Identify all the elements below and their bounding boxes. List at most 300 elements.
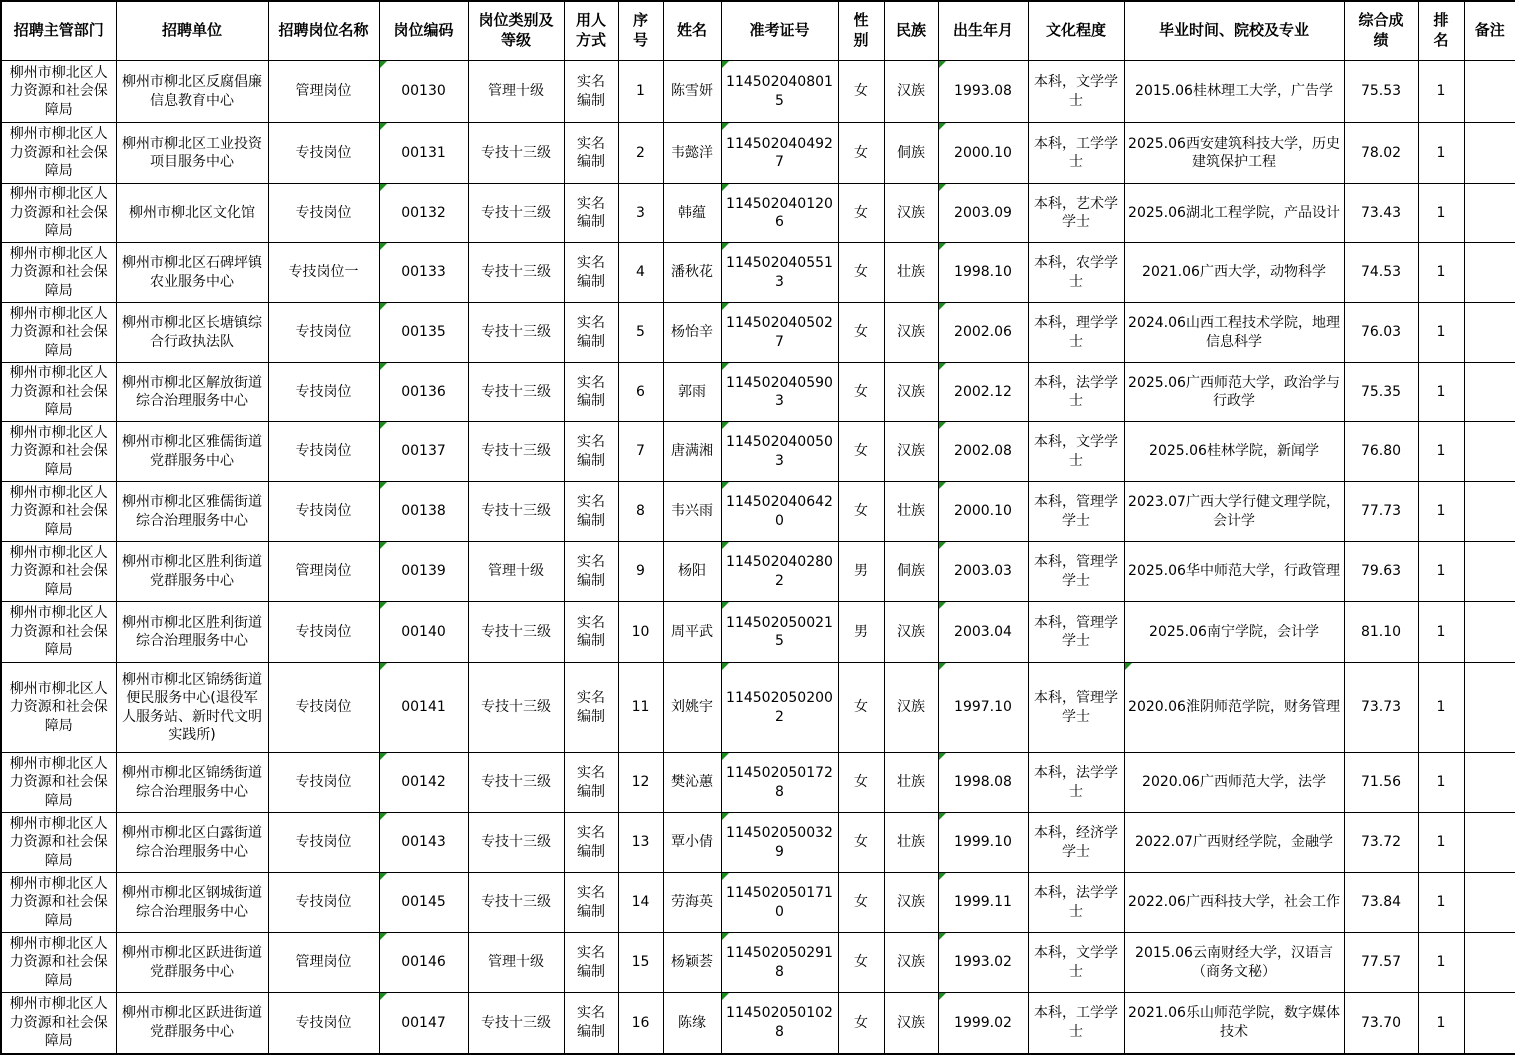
cell-text: 实名编制 bbox=[577, 554, 605, 589]
cell-text: 2025.06南宁学院，会计学 bbox=[1149, 623, 1319, 640]
cell-text: 女 bbox=[854, 383, 868, 400]
cell-dept bbox=[1, 663, 116, 753]
cell-education bbox=[1028, 663, 1124, 753]
table-row bbox=[1, 123, 1515, 184]
excel-flag-icon bbox=[722, 602, 729, 609]
cell-position-name bbox=[268, 422, 379, 482]
cell-ethnicity bbox=[884, 873, 938, 933]
excel-flag-icon bbox=[939, 123, 946, 130]
cell-remark bbox=[1464, 422, 1515, 482]
cell-text: 专技十三级 bbox=[481, 699, 551, 716]
excel-flag-icon bbox=[939, 753, 946, 760]
cell-position-name bbox=[268, 243, 379, 303]
cell-text: 13 bbox=[631, 834, 650, 851]
cell-text: 专技十三级 bbox=[481, 1014, 551, 1031]
cell-gender bbox=[838, 243, 884, 303]
cell-text: 本科，工学学士 bbox=[1034, 1005, 1118, 1040]
column-header-rank: 排名 bbox=[1418, 1, 1464, 61]
cell-rank bbox=[1418, 663, 1464, 753]
cell-position-code bbox=[379, 813, 468, 873]
cell-position-code bbox=[379, 602, 468, 663]
table-row bbox=[1, 303, 1515, 363]
cell-education bbox=[1028, 243, 1124, 303]
cell-graduation bbox=[1124, 663, 1344, 753]
excel-flag-icon bbox=[939, 363, 946, 370]
cell-text: 76.03 bbox=[1360, 324, 1402, 341]
cell-position-name bbox=[268, 363, 379, 422]
table-row bbox=[1, 993, 1515, 1054]
cell-text: 柳州市柳北区钢城街道综合治理服务中心 bbox=[122, 885, 262, 920]
cell-text: 柳州市柳北区人力资源和社会保障局 bbox=[9, 935, 108, 989]
cell-seq bbox=[618, 422, 663, 482]
cell-graduation bbox=[1124, 753, 1344, 813]
excel-flag-icon bbox=[380, 933, 387, 940]
cell-ethnicity bbox=[884, 933, 938, 993]
cell-position-code bbox=[379, 933, 468, 993]
cell-text: 1 bbox=[1436, 623, 1446, 640]
cell-text: 柳州市柳北区人力资源和社会保障局 bbox=[9, 126, 108, 180]
excel-flag-icon bbox=[722, 184, 729, 191]
cell-text: 汉族 bbox=[897, 623, 925, 640]
cell-education bbox=[1028, 482, 1124, 542]
cell-text: 专技十三级 bbox=[481, 383, 551, 400]
excel-flag-icon bbox=[722, 542, 729, 549]
cell-text: 1 bbox=[1436, 443, 1446, 460]
cell-remark bbox=[1464, 873, 1515, 933]
cell-remark bbox=[1464, 123, 1515, 184]
cell-text: 1993.02 bbox=[954, 954, 1012, 971]
cell-graduation bbox=[1124, 482, 1344, 542]
cell-text: 杨阳 bbox=[678, 563, 706, 580]
cell-text: 柳州市柳北区人力资源和社会保障局 bbox=[9, 996, 108, 1049]
cell-remark bbox=[1464, 61, 1515, 123]
cell-unit bbox=[116, 813, 268, 873]
cell-score bbox=[1344, 243, 1418, 303]
column-header-position-name: 招聘岗位名称 bbox=[268, 1, 379, 61]
cell-exam-no bbox=[721, 61, 838, 123]
cell-unit bbox=[116, 422, 268, 482]
cell-gender bbox=[838, 123, 884, 184]
column-header-gender: 性别 bbox=[838, 1, 884, 61]
cell-text: 1 bbox=[1436, 563, 1446, 580]
cell-text: 柳州市柳北区人力资源和社会保障局 bbox=[9, 424, 108, 478]
excel-flag-icon bbox=[380, 243, 387, 250]
cell-ethnicity bbox=[884, 602, 938, 663]
cell-text: 女 bbox=[854, 774, 868, 791]
cell-position-name bbox=[268, 873, 379, 933]
cell-text: 9 bbox=[636, 563, 645, 580]
column-header-unit: 招聘单位 bbox=[116, 1, 268, 61]
cell-seq bbox=[618, 123, 663, 184]
cell-gender bbox=[838, 813, 884, 873]
cell-text: 韩蕴 bbox=[678, 204, 706, 221]
excel-flag-icon bbox=[722, 753, 729, 760]
cell-text: 女 bbox=[854, 699, 868, 716]
cell-score bbox=[1344, 61, 1418, 123]
cell-text: 柳州市柳北区人力资源和社会保障局 bbox=[9, 484, 108, 538]
cell-birth bbox=[938, 753, 1028, 813]
cell-text: 专技岗位一 bbox=[288, 264, 359, 281]
cell-score bbox=[1344, 482, 1418, 542]
excel-flag-icon bbox=[722, 813, 729, 820]
cell-text: 实名编制 bbox=[577, 135, 605, 170]
cell-text: 专技十三级 bbox=[481, 774, 551, 791]
cell-text: 实名编制 bbox=[577, 74, 605, 109]
cell-category-grade bbox=[468, 813, 564, 873]
cell-birth bbox=[938, 663, 1028, 753]
cell-dept bbox=[1, 363, 116, 422]
cell-text: 女 bbox=[854, 834, 868, 851]
cell-text: 1999.11 bbox=[954, 894, 1012, 911]
cell-employment-type bbox=[564, 873, 618, 933]
cell-gender bbox=[838, 61, 884, 123]
cell-position-name bbox=[268, 933, 379, 993]
excel-flag-icon bbox=[939, 993, 946, 1000]
cell-education bbox=[1028, 422, 1124, 482]
cell-text: 74.53 bbox=[1360, 264, 1402, 281]
cell-text: 专技岗位 bbox=[295, 383, 352, 400]
cell-text: 3 bbox=[636, 204, 645, 221]
cell-text: 壮族 bbox=[897, 774, 925, 791]
cell-employment-type bbox=[564, 422, 618, 482]
cell-name bbox=[663, 363, 721, 422]
cell-employment-type bbox=[564, 753, 618, 813]
cell-text: 5 bbox=[636, 324, 645, 341]
cell-ethnicity bbox=[884, 184, 938, 243]
cell-text: 实名编制 bbox=[577, 195, 605, 230]
excel-flag-icon bbox=[380, 873, 387, 880]
cell-unit bbox=[116, 993, 268, 1054]
cell-text: 专技十三级 bbox=[481, 324, 551, 341]
table-row bbox=[1, 422, 1515, 482]
cell-text: 女 bbox=[854, 894, 868, 911]
cell-seq bbox=[618, 663, 663, 753]
excel-flag-icon bbox=[380, 602, 387, 609]
excel-flag-icon bbox=[939, 663, 946, 670]
cell-text: 2000.10 bbox=[954, 503, 1012, 520]
cell-text: 潘秋花 bbox=[671, 264, 713, 281]
cell-dept bbox=[1, 61, 116, 123]
excel-flag-icon bbox=[939, 61, 946, 68]
cell-education bbox=[1028, 303, 1124, 363]
cell-name bbox=[663, 61, 721, 123]
cell-ethnicity bbox=[884, 482, 938, 542]
cell-text: 韦懿洋 bbox=[671, 144, 713, 161]
cell-text: 1145020405903 bbox=[726, 374, 833, 409]
cell-text: 1145020501728 bbox=[726, 765, 833, 800]
cell-ethnicity bbox=[884, 993, 938, 1054]
cell-rank bbox=[1418, 542, 1464, 602]
cell-birth bbox=[938, 482, 1028, 542]
cell-category-grade bbox=[468, 933, 564, 993]
cell-seq bbox=[618, 61, 663, 123]
column-header-dept: 招聘主管部门 bbox=[1, 1, 116, 61]
cell-remark bbox=[1464, 602, 1515, 663]
excel-flag-icon bbox=[722, 873, 729, 880]
cell-exam-no bbox=[721, 602, 838, 663]
cell-category-grade bbox=[468, 993, 564, 1054]
cell-text: 柳州市柳北区人力资源和社会保障局 bbox=[9, 815, 108, 869]
cell-rank bbox=[1418, 753, 1464, 813]
cell-text: 实名编制 bbox=[577, 315, 605, 350]
cell-text: 本科，文学学士 bbox=[1034, 74, 1118, 109]
cell-position-name bbox=[268, 602, 379, 663]
cell-position-code bbox=[379, 482, 468, 542]
cell-gender bbox=[838, 422, 884, 482]
column-header-birth: 出生年月 bbox=[938, 1, 1028, 61]
cell-text: 柳州市柳北区人力资源和社会保障局 bbox=[9, 186, 108, 240]
cell-text: 壮族 bbox=[897, 264, 925, 281]
cell-text: 侗族 bbox=[897, 144, 925, 161]
cell-gender bbox=[838, 663, 884, 753]
cell-text: 2023.07广西大学行健文理学院，会计学 bbox=[1128, 494, 1340, 529]
cell-text: 实名编制 bbox=[577, 434, 605, 469]
cell-unit bbox=[116, 542, 268, 602]
cell-text: 1145020501710 bbox=[726, 885, 833, 920]
cell-text: 实名编制 bbox=[577, 825, 605, 860]
cell-ethnicity bbox=[884, 422, 938, 482]
cell-text: 2003.09 bbox=[954, 204, 1012, 221]
cell-ethnicity bbox=[884, 61, 938, 123]
cell-text: 专技十三级 bbox=[481, 894, 551, 911]
cell-category-grade bbox=[468, 602, 564, 663]
cell-rank bbox=[1418, 61, 1464, 123]
cell-dept bbox=[1, 873, 116, 933]
cell-text: 柳州市柳北区胜利街道综合治理服务中心 bbox=[122, 614, 262, 649]
cell-score bbox=[1344, 303, 1418, 363]
cell-text: 柳州市柳北区人力资源和社会保障局 bbox=[9, 605, 108, 659]
cell-category-grade bbox=[468, 663, 564, 753]
cell-text: 00141 bbox=[401, 699, 446, 716]
excel-flag-icon bbox=[722, 123, 729, 130]
cell-education bbox=[1028, 363, 1124, 422]
cell-text: 78.02 bbox=[1360, 144, 1402, 161]
cell-gender bbox=[838, 363, 884, 422]
cell-rank bbox=[1418, 184, 1464, 243]
cell-education bbox=[1028, 993, 1124, 1054]
cell-text: 1145020401206 bbox=[726, 195, 833, 230]
excel-flag-icon bbox=[722, 243, 729, 250]
cell-remark bbox=[1464, 482, 1515, 542]
cell-category-grade bbox=[468, 123, 564, 184]
cell-text: 专技岗位 bbox=[295, 774, 352, 791]
cell-text: 柳州市柳北区人力资源和社会保障局 bbox=[9, 875, 108, 929]
table-row bbox=[1, 61, 1515, 123]
cell-employment-type bbox=[564, 933, 618, 993]
cell-unit bbox=[116, 61, 268, 123]
cell-text: 女 bbox=[854, 324, 868, 341]
excel-flag-icon bbox=[939, 482, 946, 489]
cell-employment-type bbox=[564, 184, 618, 243]
cell-score bbox=[1344, 933, 1418, 993]
cell-position-code bbox=[379, 61, 468, 123]
cell-name bbox=[663, 542, 721, 602]
cell-text: 73.72 bbox=[1360, 834, 1402, 851]
cell-position-code bbox=[379, 422, 468, 482]
cell-remark bbox=[1464, 363, 1515, 422]
cell-text: 女 bbox=[854, 264, 868, 281]
cell-text: 73.70 bbox=[1360, 1014, 1402, 1031]
cell-text: 柳州市柳北区雅儒街道综合治理服务中心 bbox=[122, 494, 262, 529]
cell-text: 柳州市柳北区人力资源和社会保障局 bbox=[9, 305, 108, 359]
cell-text: 1997.10 bbox=[954, 699, 1012, 716]
cell-text: 1999.02 bbox=[954, 1014, 1012, 1031]
cell-birth bbox=[938, 873, 1028, 933]
cell-employment-type bbox=[564, 482, 618, 542]
cell-text: 16 bbox=[631, 1014, 650, 1031]
cell-birth bbox=[938, 184, 1028, 243]
cell-birth bbox=[938, 542, 1028, 602]
cell-gender bbox=[838, 873, 884, 933]
cell-text: 79.63 bbox=[1360, 563, 1402, 580]
cell-text: 81.10 bbox=[1360, 623, 1402, 640]
cell-dept bbox=[1, 243, 116, 303]
cell-ethnicity bbox=[884, 663, 938, 753]
cell-text: 管理十级 bbox=[488, 954, 544, 971]
cell-unit bbox=[116, 663, 268, 753]
cell-text: 柳州市柳北区工业投资项目服务中心 bbox=[122, 135, 262, 170]
cell-text: 2003.03 bbox=[954, 563, 1012, 580]
cell-category-grade bbox=[468, 61, 564, 123]
cell-seq bbox=[618, 602, 663, 663]
cell-gender bbox=[838, 993, 884, 1054]
cell-text: 2 bbox=[636, 144, 645, 161]
cell-seq bbox=[618, 993, 663, 1054]
cell-birth bbox=[938, 61, 1028, 123]
cell-unit bbox=[116, 243, 268, 303]
cell-text: 女 bbox=[854, 954, 868, 971]
cell-text: 2022.07广西财经学院，金融学 bbox=[1135, 834, 1333, 851]
excel-flag-icon bbox=[722, 363, 729, 370]
cell-text: 实名编制 bbox=[577, 945, 605, 980]
cell-text: 管理十级 bbox=[488, 563, 544, 580]
cell-text: 本科，法学学士 bbox=[1034, 374, 1118, 409]
cell-text: 1145020408015 bbox=[726, 74, 833, 109]
cell-text: 侗族 bbox=[897, 563, 925, 580]
cell-text: 实名编制 bbox=[577, 255, 605, 290]
excel-flag-icon bbox=[722, 303, 729, 310]
cell-category-grade bbox=[468, 422, 564, 482]
cell-position-code bbox=[379, 542, 468, 602]
cell-text: 1 bbox=[1436, 264, 1446, 281]
cell-text: 1145020400503 bbox=[726, 434, 833, 469]
cell-text: 8 bbox=[636, 503, 645, 520]
cell-text: 2000.10 bbox=[954, 144, 1012, 161]
cell-text: 本科，经济学学士 bbox=[1034, 825, 1118, 860]
cell-text: 00146 bbox=[401, 954, 446, 971]
cell-text: 女 bbox=[854, 83, 868, 100]
cell-text: 1 bbox=[1436, 774, 1446, 791]
cell-ethnicity bbox=[884, 243, 938, 303]
cell-remark bbox=[1464, 813, 1515, 873]
cell-position-code bbox=[379, 753, 468, 813]
cell-text: 柳州市柳北区反腐倡廉信息教育中心 bbox=[122, 74, 262, 109]
excel-flag-icon bbox=[380, 542, 387, 549]
cell-remark bbox=[1464, 542, 1515, 602]
cell-category-grade bbox=[468, 753, 564, 813]
cell-graduation bbox=[1124, 602, 1344, 663]
cell-text: 1999.10 bbox=[954, 834, 1012, 851]
cell-text: 柳州市柳北区人力资源和社会保障局 bbox=[9, 544, 108, 598]
cell-name bbox=[663, 602, 721, 663]
cell-text: 汉族 bbox=[897, 1014, 925, 1031]
cell-seq bbox=[618, 933, 663, 993]
cell-text: 1 bbox=[1436, 204, 1446, 221]
cell-text: 管理十级 bbox=[488, 83, 544, 100]
cell-text: 专技岗位 bbox=[295, 324, 352, 341]
cell-text: 2021.06乐山师范学院，数字媒体技术 bbox=[1128, 1005, 1340, 1040]
excel-flag-icon bbox=[380, 663, 387, 670]
cell-text: 77.73 bbox=[1360, 503, 1402, 520]
cell-position-name bbox=[268, 753, 379, 813]
cell-text: 7 bbox=[636, 443, 645, 460]
cell-text: 实名编制 bbox=[577, 690, 605, 725]
cell-text: 本科，艺术学学士 bbox=[1034, 195, 1118, 230]
cell-employment-type bbox=[564, 61, 618, 123]
cell-category-grade bbox=[468, 363, 564, 422]
cell-text: 汉族 bbox=[897, 699, 925, 716]
cell-text: 柳州市柳北区白露街道综合治理服务中心 bbox=[122, 825, 262, 860]
column-header-category-grade: 岗位类别及等级 bbox=[468, 1, 564, 61]
cell-seq bbox=[618, 303, 663, 363]
cell-birth bbox=[938, 422, 1028, 482]
cell-text: 柳州市柳北区文化馆 bbox=[129, 204, 255, 221]
cell-text: 本科，管理学学士 bbox=[1034, 614, 1118, 649]
cell-dept bbox=[1, 753, 116, 813]
cell-text: 2025.06西安建筑科技大学，历史建筑保护工程 bbox=[1128, 135, 1340, 170]
cell-text: 本科，法学学士 bbox=[1034, 765, 1118, 800]
cell-text: 汉族 bbox=[897, 894, 925, 911]
cell-position-name bbox=[268, 663, 379, 753]
cell-text: 00133 bbox=[401, 264, 446, 281]
column-header-name: 姓名 bbox=[663, 1, 721, 61]
cell-education bbox=[1028, 933, 1124, 993]
cell-remark bbox=[1464, 303, 1515, 363]
cell-score bbox=[1344, 753, 1418, 813]
cell-text: 柳州市柳北区人力资源和社会保障局 bbox=[9, 365, 108, 419]
cell-unit bbox=[116, 363, 268, 422]
excel-flag-icon bbox=[939, 873, 946, 880]
cell-unit bbox=[116, 303, 268, 363]
cell-text: 本科，理学学士 bbox=[1034, 315, 1118, 350]
cell-score bbox=[1344, 363, 1418, 422]
cell-position-code bbox=[379, 123, 468, 184]
cell-text: 2020.06淮阴师范学院，财务管理 bbox=[1128, 699, 1340, 716]
cell-text: 10 bbox=[631, 623, 650, 640]
cell-employment-type bbox=[564, 663, 618, 753]
cell-exam-no bbox=[721, 422, 838, 482]
cell-text: 专技岗位 bbox=[295, 834, 352, 851]
excel-flag-icon bbox=[939, 243, 946, 250]
cell-ethnicity bbox=[884, 363, 938, 422]
cell-graduation bbox=[1124, 123, 1344, 184]
cell-text: 00132 bbox=[401, 204, 446, 221]
excel-flag-icon bbox=[939, 813, 946, 820]
cell-text: 73.84 bbox=[1360, 894, 1402, 911]
cell-gender bbox=[838, 753, 884, 813]
cell-dept bbox=[1, 123, 116, 184]
cell-unit bbox=[116, 184, 268, 243]
cell-exam-no bbox=[721, 753, 838, 813]
cell-text: 汉族 bbox=[897, 204, 925, 221]
cell-position-code bbox=[379, 243, 468, 303]
column-header-score: 综合成绩 bbox=[1344, 1, 1418, 61]
excel-flag-icon bbox=[939, 542, 946, 549]
cell-text: 柳州市柳北区长塘镇综合行政执法队 bbox=[122, 315, 262, 350]
cell-seq bbox=[618, 753, 663, 813]
cell-text: 本科，法学学士 bbox=[1034, 885, 1118, 920]
cell-graduation bbox=[1124, 61, 1344, 123]
